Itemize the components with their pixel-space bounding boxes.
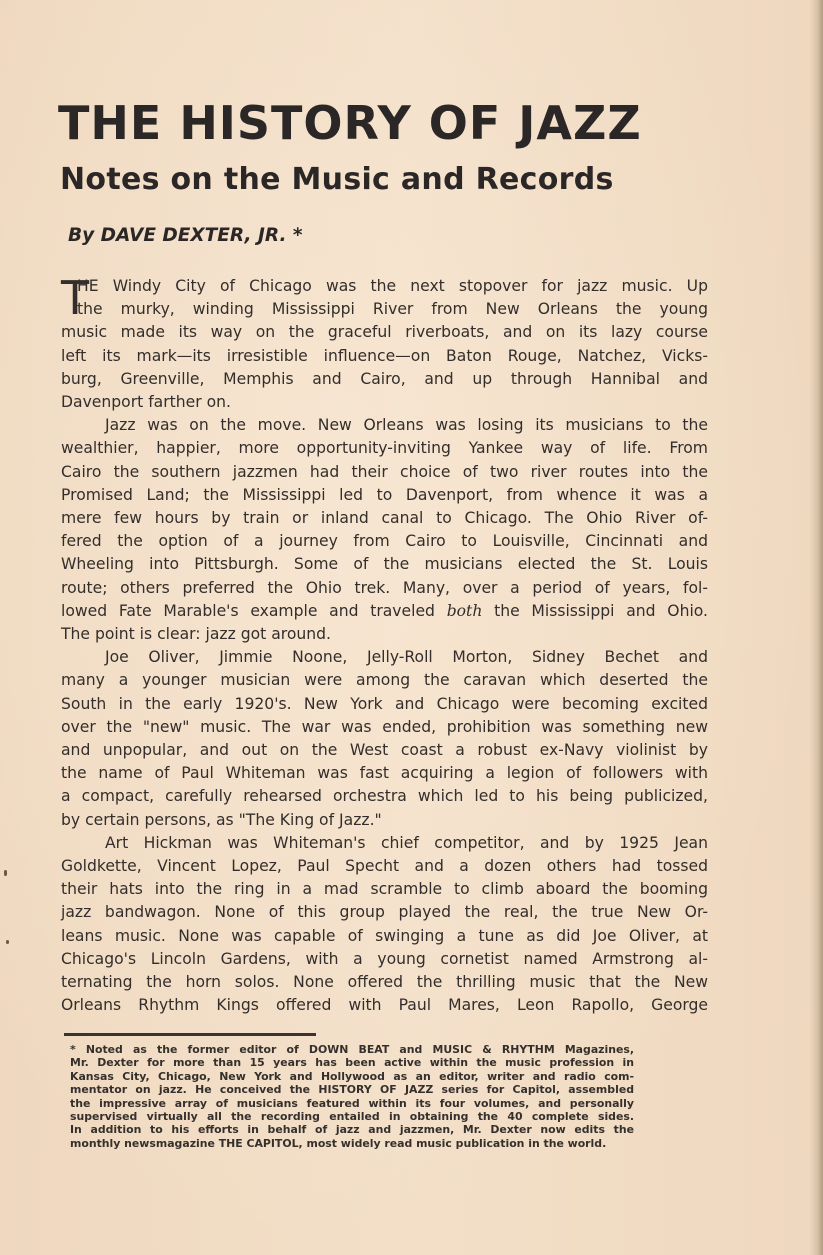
article-subtitle: Notes on the Music and Records bbox=[60, 162, 614, 197]
article-line: Jazz was on the move. New Orleans was losing its musicians to the bbox=[105, 416, 708, 435]
footnote-rule bbox=[64, 1033, 316, 1036]
article-line: Orleans Rhythm Kings offered with Paul Mares, Leon Rapollo, George bbox=[61, 996, 708, 1015]
article-line: a compact, carefully rehearsed orchestra which led to his being publicized, bbox=[61, 787, 708, 806]
scan-speck bbox=[4, 870, 7, 876]
article-line: route; others preferred the Ohio trek. Many, over a period of years, fol- bbox=[61, 578, 708, 597]
article-line: left its mark—its irresistible influence—on Baton Rouge, Natchez, Vicks- bbox=[61, 346, 708, 365]
article-line: burg, Greenville, Memphis and Cairo, and up through Hannibal and bbox=[61, 369, 708, 388]
footnote-line: * Noted as the former editor of DOWN BEAT and MUSIC & RHYTHM Magazines, bbox=[70, 1043, 634, 1056]
byline: By DAVE DEXTER, JR. * bbox=[68, 225, 303, 246]
footnote-line: supervised virtually all the recording entailed in obtaining the 40 complete sides. bbox=[70, 1110, 634, 1124]
footnote bbox=[70, 1043, 634, 1150]
article-line: by certain persons, as "The King of Jazz." bbox=[61, 810, 382, 829]
footnote-line: Kansas City, Chicago, New York and Hollywood as an editor, writer and radio com- bbox=[70, 1069, 634, 1083]
article-line: Art Hickman was Whiteman's chief competitor, and by 1925 Jean bbox=[105, 833, 708, 852]
article-line: lowed Fate Marable's example and traveled both the Mississippi and Ohio. bbox=[61, 601, 709, 620]
article-line: Promised Land; the Mississippi led to Davenport, from whence it was a bbox=[61, 485, 708, 504]
article-line: Chicago's Lincoln Gardens, with a young cornetist named Armstrong al- bbox=[61, 949, 708, 968]
article-line: Joe Oliver, Jimmie Noone, Jelly-Roll Morton, Sidney Bechet and bbox=[105, 648, 708, 667]
article-line: music made its way on the graceful riverboats, and on its lazy course bbox=[61, 323, 708, 342]
article-line: over the "new" music. The war was ended, prohibition was something new bbox=[61, 717, 708, 736]
article-line: many a younger musician were among the caravan which deserted the bbox=[61, 671, 708, 690]
article-title: THE HISTORY OF JAZZ bbox=[58, 96, 642, 150]
article-line: the murky, winding Mississippi River from New Orleans the young bbox=[77, 300, 708, 319]
footnote-line: mentator on jazz. He conceived the HISTORY OF JAZZ series for Capitol, assembled bbox=[70, 1083, 634, 1097]
article-line: fered the option of a journey from Cairo to Louisville, Cincinnati and bbox=[61, 532, 708, 551]
article-line: leans music. None was capable of swinging a tune as did Joe Oliver, at bbox=[61, 926, 708, 945]
article-line: Davenport farther on. bbox=[61, 393, 231, 412]
scan-speck bbox=[6, 940, 9, 944]
article-line: South in the early 1920's. New York and Chicago were becoming excited bbox=[61, 694, 708, 713]
article-line: The point is clear: jazz got around. bbox=[61, 625, 332, 644]
article-line: their hats into the ring in a mad scramble to climb aboard the booming bbox=[61, 880, 708, 899]
article-line: the name of Paul Whiteman was fast acquiring a legion of followers with bbox=[61, 764, 708, 783]
article-line: ternating the horn solos. None offered the thrilling music that the New bbox=[61, 973, 708, 992]
article-line: Goldkette, Vincent Lopez, Paul Specht and a dozen others had tossed bbox=[61, 857, 708, 876]
article-line: mere few hours by train or inland canal to Chicago. The Ohio River of- bbox=[61, 509, 708, 528]
article-line: and unpopular, and out on the West coast a robust ex-Navy violinist by bbox=[61, 741, 708, 760]
article-line: wealthier, happier, more opportunity-inviting Yankee way of life. From bbox=[61, 439, 708, 458]
article-line: Cairo the southern jazzmen had their choice of two river routes into the bbox=[61, 462, 708, 481]
page-fold-shadow bbox=[809, 0, 823, 1255]
article-line: jazz bandwagon. None of this group played the real, the true New Or- bbox=[61, 903, 708, 922]
footnote-line: In addition to his efforts in behalf of jazz and jazzmen, Mr. Dexter now edits the bbox=[70, 1123, 634, 1137]
article-line: HE Windy City of Chicago was the next stopover for jazz music. Up bbox=[77, 277, 708, 295]
footnote-line: monthly newsmagazine THE CAPITOL, most widely read music publication in the world. bbox=[70, 1136, 607, 1150]
drop-cap: T bbox=[61, 271, 90, 325]
footnote-line: the impressive array of musicians featured within its four volumes, and personally bbox=[70, 1096, 634, 1110]
article-body bbox=[61, 271, 709, 1018]
footnote-line: Mr. Dexter for more than 15 years has been active within the music profession in bbox=[70, 1056, 634, 1070]
article-line: Wheeling into Pittsburgh. Some of the musicians elected the St. Louis bbox=[61, 555, 708, 574]
